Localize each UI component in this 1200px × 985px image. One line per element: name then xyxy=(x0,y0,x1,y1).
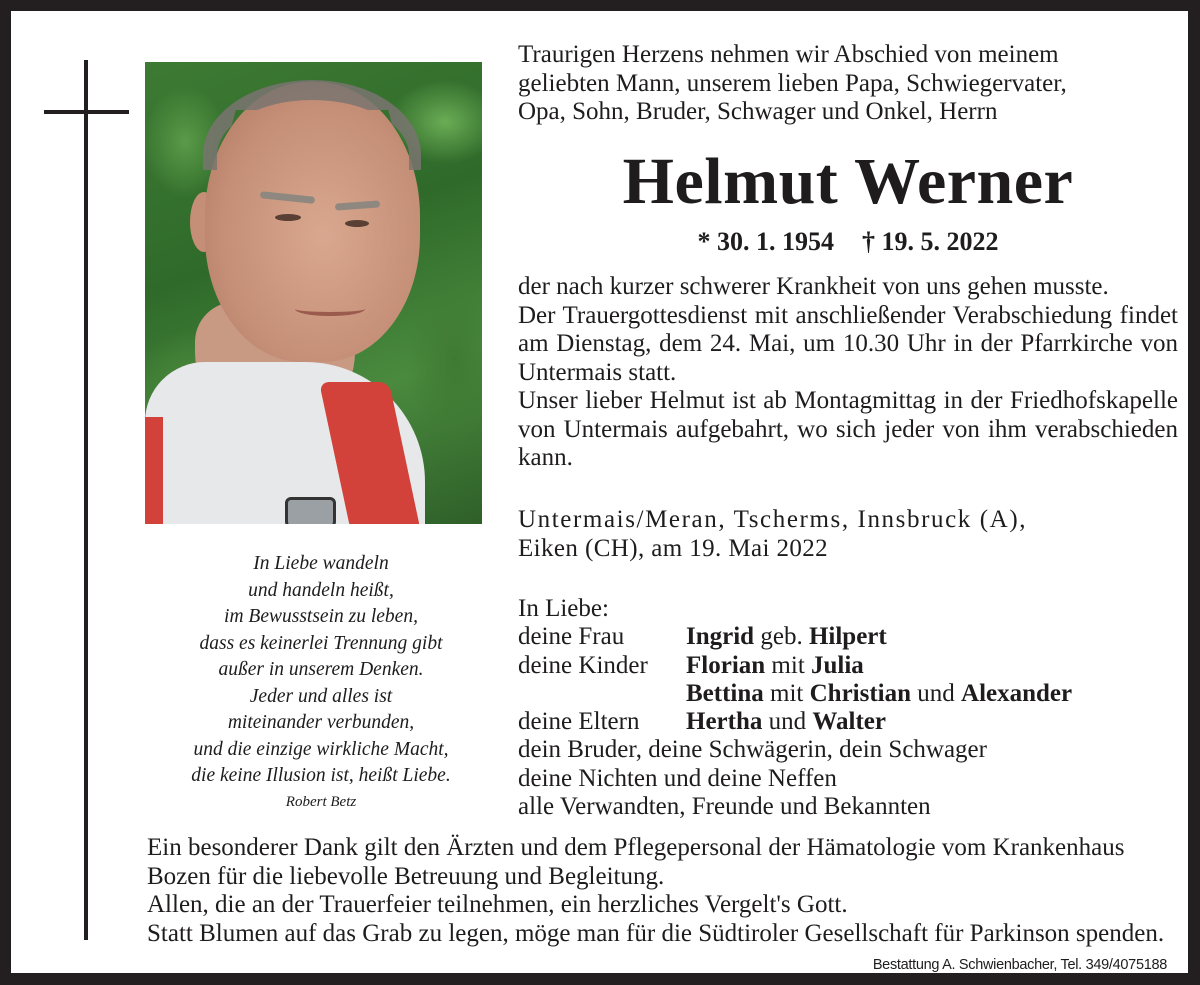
quote-line: und die einzige wirkliche Macht, xyxy=(193,738,449,760)
family-name: Julia xyxy=(811,651,864,679)
memorial-quote xyxy=(151,551,491,790)
photo-mouth xyxy=(295,302,365,316)
obituary-notice xyxy=(11,11,1188,973)
quote-line: In Liebe wandeln xyxy=(253,553,389,574)
family-relation: deine Frau xyxy=(518,623,625,651)
funeral-home-credit: Bestattung A. Schwienbacher, Tel. 349/4075188 xyxy=(872,957,1167,973)
family-members xyxy=(686,623,887,651)
quote-line: miteinander verbunden, xyxy=(227,712,415,733)
family-members xyxy=(686,652,864,680)
intro-line: Opa, Sohn, Bruder, Schwager und Onkel, Herrn xyxy=(518,98,998,125)
intro-line: geliebten Mann, unserem lieben Papa, Schwiegervater, xyxy=(518,69,1067,97)
thanks-paragraph: Allen, die an der Trauerfeier teilnehmen, ein herzliches Vergelt's Gott. xyxy=(147,891,848,918)
quote-author: Robert Betz xyxy=(285,794,357,810)
photo-backpack-strap-left xyxy=(145,417,163,524)
family-name: Hertha xyxy=(686,708,763,736)
thanks-paragraph: Ein besonderer Dank gilt den Ärzten und dem Pflegepersonal der Hämatologie vom Krankenhaus Bozen für die liebevolle Betreuung und Begleitung. xyxy=(147,834,1125,890)
death-date: † 19. 5. 2022 xyxy=(862,227,999,256)
family-members xyxy=(686,708,886,736)
family-name: Florian xyxy=(686,651,766,679)
intro-line: Traurigen Herzens nehmen wir Abschied von meinem xyxy=(518,41,1059,68)
announcement-body xyxy=(518,273,1178,473)
photo-sunglasses xyxy=(285,497,336,524)
photo-eye-right xyxy=(345,220,369,227)
quote-line: außer in unserem Denken. xyxy=(218,659,424,680)
family-name: Ingrid xyxy=(686,623,755,651)
family-connector: und xyxy=(911,679,962,707)
family-row xyxy=(518,708,1178,736)
birth-date: * 30. 1. 1954 xyxy=(697,227,834,256)
family-relation xyxy=(518,680,686,708)
photo-head xyxy=(205,82,420,362)
family-others-line: alle Verwandten, Freunde und Bekannten xyxy=(518,793,931,821)
family-connector: geb. xyxy=(754,623,809,651)
family-row xyxy=(518,680,1178,708)
body-paragraph: der nach kurzer schwerer Krankheit von uns gehen musste. xyxy=(518,273,1109,300)
quote-line: Jeder und alles ist xyxy=(249,685,393,707)
family-name: Hilpert xyxy=(808,623,887,651)
family-heading: In Liebe: xyxy=(518,595,609,622)
place-line: Eiken (CH), am 19. Mai 2022 xyxy=(518,534,829,562)
cross-horizontal-bar xyxy=(44,110,129,114)
life-dates xyxy=(518,226,1178,258)
family-row xyxy=(518,652,1178,680)
family-row xyxy=(518,623,1178,651)
family-name: Bettina xyxy=(686,679,764,707)
family-relation: deine Eltern xyxy=(518,708,640,736)
quote-line: dass es keinerlei Trennung gibt xyxy=(199,632,443,654)
photo-eye-left xyxy=(275,214,301,221)
place-and-date xyxy=(518,506,1178,563)
body-paragraph: Der Trauergottesdienst mit anschließender Verabschiedung findet am Dienstag, dem 24. Mai, um 10.30 Uhr in der Pfarrkirche von Untermais statt. xyxy=(518,301,1178,386)
intro-text xyxy=(518,41,1183,127)
family-list xyxy=(518,595,1178,821)
place-line: Untermais/Meran, Tscherms, Innsbruck (A), xyxy=(518,506,1028,533)
thanks-section xyxy=(147,834,1179,948)
cross-vertical-bar xyxy=(84,60,88,940)
family-name: Alexander xyxy=(961,679,1073,707)
family-relation: deine Kinder xyxy=(518,651,648,679)
quote-line: und handeln heißt, xyxy=(248,579,394,601)
family-connector: mit xyxy=(763,679,810,707)
family-others-line: deine Nichten und deine Neffen xyxy=(518,764,837,792)
portrait-photo xyxy=(145,62,482,524)
quote-line: die keine Illusion ist, heißt Liebe. xyxy=(191,765,451,786)
family-name: Christian xyxy=(809,679,912,707)
quote-line: im Bewusstsein zu leben, xyxy=(224,606,418,627)
deceased-name: Helmut Werner xyxy=(622,145,1074,218)
family-name: Walter xyxy=(812,708,886,736)
family-connector: mit xyxy=(765,651,812,679)
family-connector: und xyxy=(762,708,813,736)
thanks-paragraph: Statt Blumen auf das Grab zu legen, möge man für die Südtiroler Gesellschaft für Parkinson spenden. xyxy=(147,919,1165,947)
family-members xyxy=(686,680,1072,708)
body-paragraph: Unser lieber Helmut ist ab Montagmittag in der Friedhofskapelle von Untermais aufgebahrt, wo sich jeder von ihm verabschieden kann. xyxy=(518,387,1178,471)
family-others-line: dein Bruder, deine Schwägerin, dein Schwager xyxy=(518,736,987,764)
